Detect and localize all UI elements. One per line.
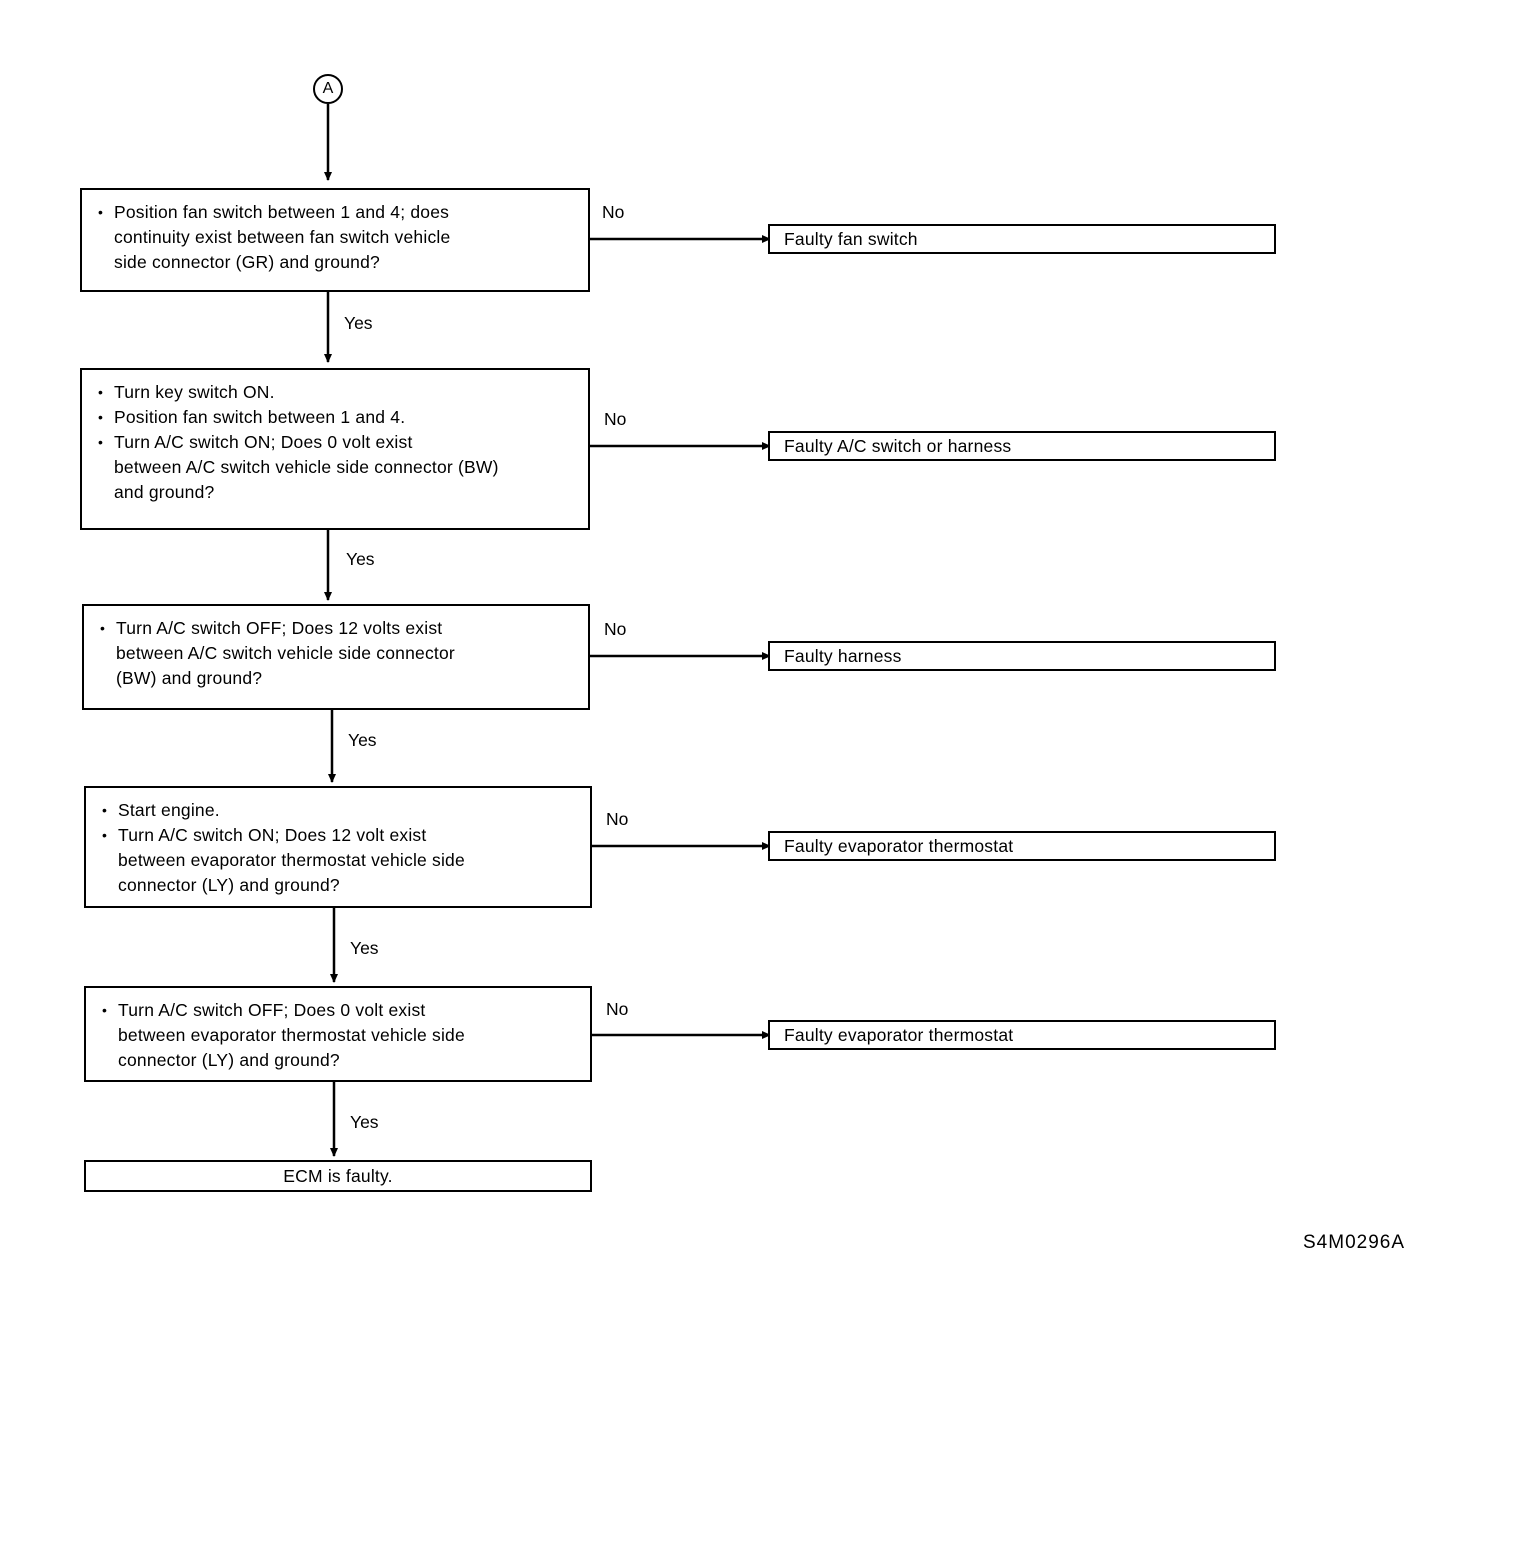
result-faulty-evaporator-thermostat-2[interactable] (768, 1020, 1276, 1050)
step-2-line-5: and ground? (114, 482, 215, 502)
terminal-text: ECM is faulty. (283, 1165, 393, 1186)
result-1-text: Faulty fan switch (784, 229, 918, 249)
step-2-line-4: between A/C switch vehicle side connector (BW) (114, 457, 499, 477)
step-3-line-2: between A/C switch vehicle side connector (116, 643, 455, 663)
step-4-yes-label: Yes (350, 938, 379, 958)
step-3-no-label: No (604, 619, 627, 639)
step-3-line-1: • Turn A/C switch OFF; Does 12 volts exist (98, 616, 576, 641)
step-2-box[interactable] (80, 368, 590, 530)
step-1-line-3: side connector (GR) and ground? (114, 252, 380, 272)
step-5-box[interactable] (84, 986, 592, 1082)
step-5-line-3: connector (LY) and ground? (118, 1050, 340, 1070)
step-5-yes-label: Yes (350, 1112, 379, 1132)
step-3-box[interactable] (82, 604, 590, 710)
connector-a-circle (313, 74, 343, 104)
step-1-no-label: No (602, 202, 625, 222)
result-2-text: Faulty A/C switch or harness (784, 436, 1012, 456)
step-4-box[interactable] (84, 786, 592, 908)
connector-a-label: A (322, 80, 334, 97)
step-3-line-3: (BW) and ground? (116, 668, 263, 688)
step-4-line-2: • Turn A/C switch ON; Does 12 volt exist (100, 823, 578, 848)
step-5-no-label: No (606, 999, 629, 1019)
step-2-line-2: • Position fan switch between 1 and 4. (96, 405, 576, 430)
result-4-text: Faulty evaporator thermostat (784, 836, 1014, 856)
result-faulty-evaporator-thermostat-1[interactable] (768, 831, 1276, 861)
step-1-yes-label: Yes (344, 313, 373, 333)
step-1-line-2: continuity exist between fan switch vehicle (114, 227, 451, 247)
result-faulty-fan-switch[interactable] (768, 224, 1276, 254)
step-2-no-label: No (604, 409, 627, 429)
step-4-no-label: No (606, 809, 629, 829)
step-4-line-4: connector (LY) and ground? (118, 875, 340, 895)
result-faulty-ac-switch-or-harness[interactable] (768, 431, 1276, 461)
step-4-line-1: • Start engine. (100, 798, 578, 823)
step-1-line-1: • Position fan switch between 1 and 4; does (96, 200, 576, 225)
step-2-line-1: • Turn key switch ON. (96, 380, 576, 405)
step-5-line-1: • Turn A/C switch OFF; Does 0 volt exist (100, 998, 578, 1023)
step-3-yes-label: Yes (348, 730, 377, 750)
step-2-yes-label: Yes (346, 549, 375, 569)
result-5-text: Faulty evaporator thermostat (784, 1025, 1014, 1045)
step-1-box[interactable] (80, 188, 590, 292)
step-2-line-3: • Turn A/C switch ON; Does 0 volt exist (96, 430, 576, 455)
result-3-text: Faulty harness (784, 646, 902, 666)
step-4-line-3: between evaporator thermostat vehicle side (118, 850, 465, 870)
result-faulty-harness[interactable] (768, 641, 1276, 671)
terminal-ecm-faulty[interactable] (84, 1160, 592, 1192)
figure-code: S4M0296A (1303, 1232, 1406, 1253)
step-5-line-2: between evaporator thermostat vehicle side (118, 1025, 465, 1045)
